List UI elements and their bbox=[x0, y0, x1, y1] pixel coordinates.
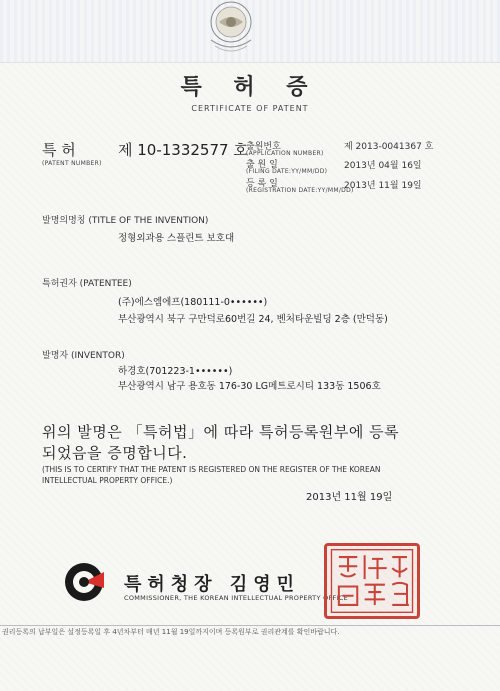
inventor-label: 발명자 (INVENTOR) bbox=[42, 351, 125, 361]
certificate-date: 2013년 11월 19일 bbox=[306, 492, 393, 503]
application-label-en: (APPLICATION NUMBER) bbox=[246, 150, 324, 157]
registration-value: 2013년 11월 19일 bbox=[344, 181, 422, 191]
patent-number: 제 10-1332577 호 bbox=[118, 141, 248, 159]
declaration-en-line-1: (THIS IS TO CERTIFY THAT THE PATENT IS REGISTERED ON THE REGISTER OF THE KOREAN bbox=[42, 465, 381, 474]
filing-value: 2013년 04월 16일 bbox=[344, 161, 422, 171]
kipo-logo-icon bbox=[62, 560, 106, 604]
patentee-name: (주)에스엠에프(180111-0••••••) bbox=[118, 297, 268, 308]
invention-label: 발명의명칭 (TITLE OF THE INVENTION) bbox=[42, 216, 209, 226]
page-subtitle: CERTIFICATE OF PATENT bbox=[191, 104, 309, 113]
footer-note: 권리등록의 납부일은 설정등록일 후 4년차부터 매년 11월 19일까지이며 등록원부로 권리관계를 확인바랍니다. bbox=[2, 628, 340, 636]
patent-label: 특 허 bbox=[42, 141, 76, 159]
registration-label: 등 록 일 bbox=[246, 179, 278, 189]
declaration-en-line-2: INTELLECTUAL PROPERTY OFFICE.) bbox=[42, 476, 173, 485]
registration-label-en: (REGISTRATION DATE:YY/MM/DD) bbox=[246, 187, 354, 194]
inventor-address: 부산광역시 남구 용호동 176-30 LG메트로시티 133동 1506호 bbox=[118, 381, 381, 392]
patentee-label: 특허권자 (PATENTEE) bbox=[42, 279, 132, 289]
patentee-address: 부산광역시 북구 구만덕로60번길 24, 벤처타운빌딩 2층 (만덕동) bbox=[118, 314, 388, 325]
national-emblem-icon bbox=[205, 0, 257, 58]
declaration-line-1: 위의 발명은 「특허법」에 따라 특허등록원부에 등록 bbox=[42, 423, 400, 441]
patent-number-label-en: (PATENT NUMBER) bbox=[42, 160, 102, 167]
official-seal-icon bbox=[324, 543, 420, 619]
filing-label: 출 원 일 bbox=[246, 160, 278, 170]
invention-title: 정형외과용 스플린트 보호대 bbox=[118, 233, 235, 244]
page-title: 특 허 증 bbox=[180, 75, 320, 100]
inventor-name: 하경호(701223-1••••••) bbox=[118, 366, 233, 377]
filing-label-en: (FILING DATE:YY/MM/DD) bbox=[246, 168, 328, 175]
application-value: 제 2013-0041367 호 bbox=[344, 142, 434, 152]
footer-divider bbox=[0, 625, 500, 626]
commissioner-name: 특허청장 김영민 bbox=[124, 574, 300, 595]
commissioner-title-en: COMMISSIONER, THE KOREAN INTELLECTUAL PROPERTY OFFICE bbox=[124, 594, 349, 602]
declaration-line-2: 되었음을 증명합니다. bbox=[42, 444, 188, 462]
application-label: 출원번호 bbox=[246, 142, 281, 152]
